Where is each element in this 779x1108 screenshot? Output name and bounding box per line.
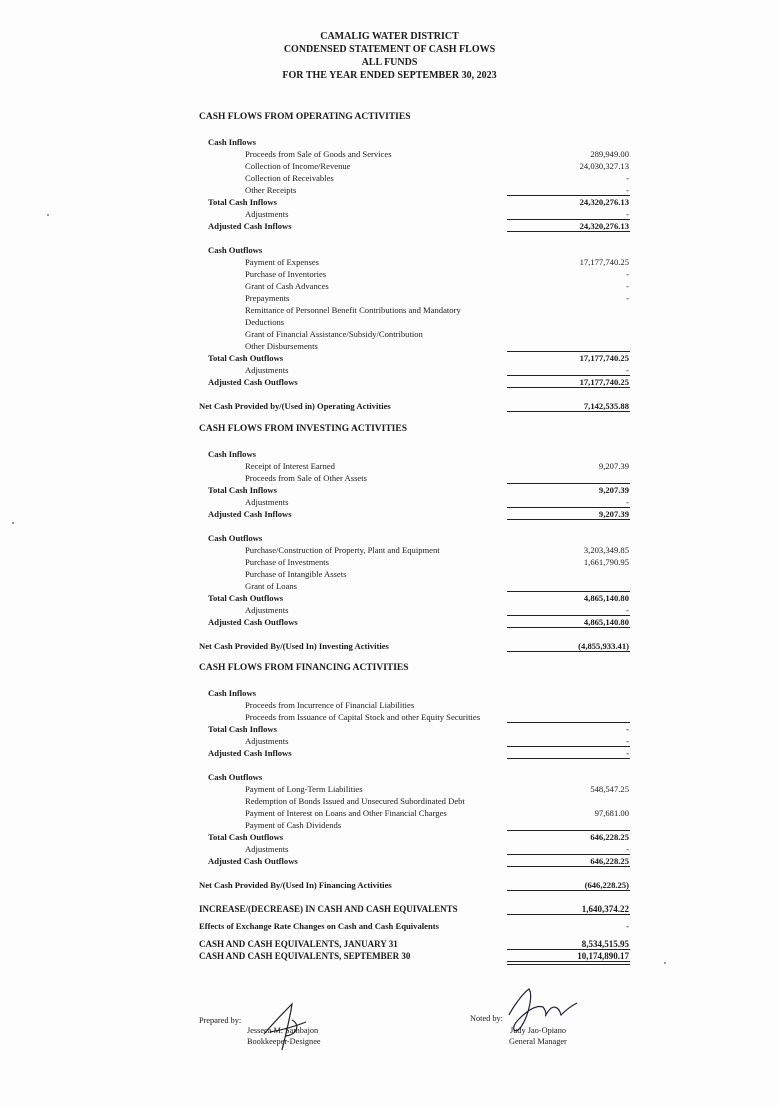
op-adjusted-inflows-row: Adjusted Cash Inflows 24,320,276.13 (208, 221, 629, 231)
increase-row: INCREASE/(DECREASE) IN CASH AND CASH EQUIVALENTS 1,640,374.22 (199, 904, 629, 914)
inv-net-row: Net Cash Provided By/(Used In) Investing Activities (4,855,933.41) (199, 641, 629, 651)
op-remittance-row: Remittance of Personnel Benefit Contributions and Mandatory (245, 305, 461, 315)
rule (507, 964, 630, 965)
op-proceeds-goods-row: Proceeds from Sale of Goods and Services 289,949.00 (245, 149, 629, 159)
fin-total-outflows-row: Total Cash Outflows 646,228.25 (208, 832, 629, 842)
fin-interest-row: Payment of Interest on Loans and Other Financial Charges 97,681.00 (245, 808, 629, 818)
op-net-row: Net Cash Provided by/(Used in) Operating Activities 7,142,535.88 (199, 401, 629, 411)
rule (507, 758, 630, 759)
end-cash-row: CASH AND CASH EQUIVALENTS, SEPTEMBER 30 10,174,890.17 (199, 951, 629, 961)
rule (507, 651, 630, 652)
inv-total-inflows-row: Total Cash Inflows 9,207.39 (208, 485, 629, 495)
investing-section-title: CASH FLOWS FROM INVESTING ACTIVITIES (199, 424, 407, 434)
fin-net-row: Net Cash Provided By/(Used In) Financing Activities (646,228.25) (199, 880, 629, 890)
inv-adjusted-inflows-row: Adjusted Cash Inflows 9,207.39 (208, 509, 629, 519)
inv-adj-in-row: Adjustments - (245, 497, 629, 507)
inv-interest-row: Receipt of Interest Earned 9,207.39 (245, 461, 629, 471)
rule (507, 961, 630, 962)
inv-investments-row: Purchase of Investments 1,661,790.95 (245, 557, 629, 567)
statement-header (0, 30, 779, 82)
inv-adjusted-outflows-row: Adjusted Cash Outflows 4,865,140.80 (208, 617, 629, 627)
rule (507, 411, 630, 412)
rule (507, 914, 630, 915)
scan-speck (12, 522, 14, 524)
scan-speck (47, 214, 49, 216)
noted-by-title: General Manager (509, 1037, 567, 1046)
op-collection-receivables-row: Collection of Receivables - (245, 173, 629, 183)
fin-adjusted-outflows-row: Adjusted Cash Outflows 646,228.25 (208, 856, 629, 866)
scan-speck (664, 962, 666, 964)
rule (507, 890, 630, 891)
op-total-inflows-row: Total Cash Inflows 24,320,276.13 (208, 197, 629, 207)
inv-sale-assets-row: Proceeds from Sale of Other Assets (245, 473, 367, 483)
noted-by-name: Judy Jao-Opiano (510, 1026, 566, 1035)
fx-row: Effects of Exchange Rate Changes on Cash and Cash Equivalents - (199, 921, 629, 931)
rule (507, 627, 630, 628)
inv-ppe-row: Purchase/Construction of Property, Plant and Equipment 3,203,349.85 (245, 545, 629, 555)
fin-outflows-head: Cash Outflows (208, 772, 263, 782)
op-adjusted-outflows-row: Adjusted Cash Outflows 17,177,740.25 (208, 377, 629, 387)
noted-by-label: Noted by: (470, 1014, 503, 1023)
op-remittance-row-2: Deductions (245, 317, 285, 327)
op-adj-out-row: Adjustments - (245, 365, 629, 375)
fin-dividends-row: Payment of Cash Dividends (245, 820, 342, 830)
prepared-by-name: Jesseca M. Sambajon (247, 1026, 319, 1035)
inv-adj-out-row: Adjustments - (245, 605, 629, 615)
op-outflows-head: Cash Outflows (208, 245, 263, 255)
period-label: FOR THE YEAR ENDED SEPTEMBER 30, 2023 (282, 70, 497, 81)
fin-long-term-row: Payment of Long-Term Liabilities 548,547.25 (245, 784, 629, 794)
op-other-receipts-row: Other Receipts - (245, 185, 629, 195)
rule (507, 231, 630, 232)
fin-liabilities-row: Proceeds from Incurrence of Financial Liabilities (245, 700, 415, 710)
inv-total-outflows-row: Total Cash Outflows 4,865,140.80 (208, 593, 629, 603)
inv-intangible-row: Purchase of Intangible Assets (245, 569, 347, 579)
rule (507, 519, 630, 520)
fin-capital-stock-row: Proceeds from Issuance of Capital Stock and other Equity Securities (245, 712, 481, 722)
fin-total-inflows-row: Total Cash Inflows - (208, 724, 629, 734)
op-adj-in-row: Adjustments - (245, 209, 629, 219)
prepared-by-title: Bookkeeper-Designee (247, 1037, 321, 1046)
company-name: CAMALIG WATER DISTRICT (320, 31, 459, 42)
fin-adj-out-row: Adjustments - (245, 844, 629, 854)
op-purchase-inventories-row: Purchase of Inventories - (245, 269, 629, 279)
fin-adjusted-inflows-row: Adjusted Cash Inflows - (208, 748, 629, 758)
op-other-disbursements-row: Other Disbursements (245, 341, 318, 351)
inv-outflows-head: Cash Outflows (208, 533, 263, 543)
fin-inflows-head: Cash Inflows (208, 688, 256, 698)
op-payment-expenses-row: Payment of Expenses 17,177,740.25 (245, 257, 629, 267)
rule (507, 866, 630, 867)
op-collection-income-row: Collection of Income/Revenue 24,030,327.13 (245, 161, 629, 171)
statement-title: CONDENSED STATEMENT OF CASH FLOWS (283, 44, 496, 55)
op-grant-advances-row: Grant of Cash Advances - (245, 281, 629, 291)
op-grant-assistance-row: Grant of Financial Assistance/Subsidy/Contribution (245, 329, 423, 339)
fin-adj-in-row: Adjustments - (245, 736, 629, 746)
operating-section-title: CASH FLOWS FROM OPERATING ACTIVITIES (199, 112, 411, 122)
op-total-outflows-row: Total Cash Outflows 17,177,740.25 (208, 353, 629, 363)
fund-label: ALL FUNDS (361, 57, 418, 68)
op-prepayments-row: Prepayments - (245, 293, 629, 303)
prepared-by-label: Prepared by: (199, 1016, 242, 1025)
fin-bonds-row: Redemption of Bonds Issued and Unsecured Subordinated Debt (245, 796, 465, 806)
inv-inflows-head: Cash Inflows (208, 449, 256, 459)
rule (507, 387, 630, 388)
financing-section-title: CASH FLOWS FROM FINANCING ACTIVITIES (199, 663, 409, 673)
inv-loans-row: Grant of Loans (245, 581, 298, 591)
begin-cash-row: CASH AND CASH EQUIVALENTS, JANUARY 31 8,534,515.95 (199, 939, 629, 949)
op-inflows-head: Cash Inflows (208, 137, 256, 147)
